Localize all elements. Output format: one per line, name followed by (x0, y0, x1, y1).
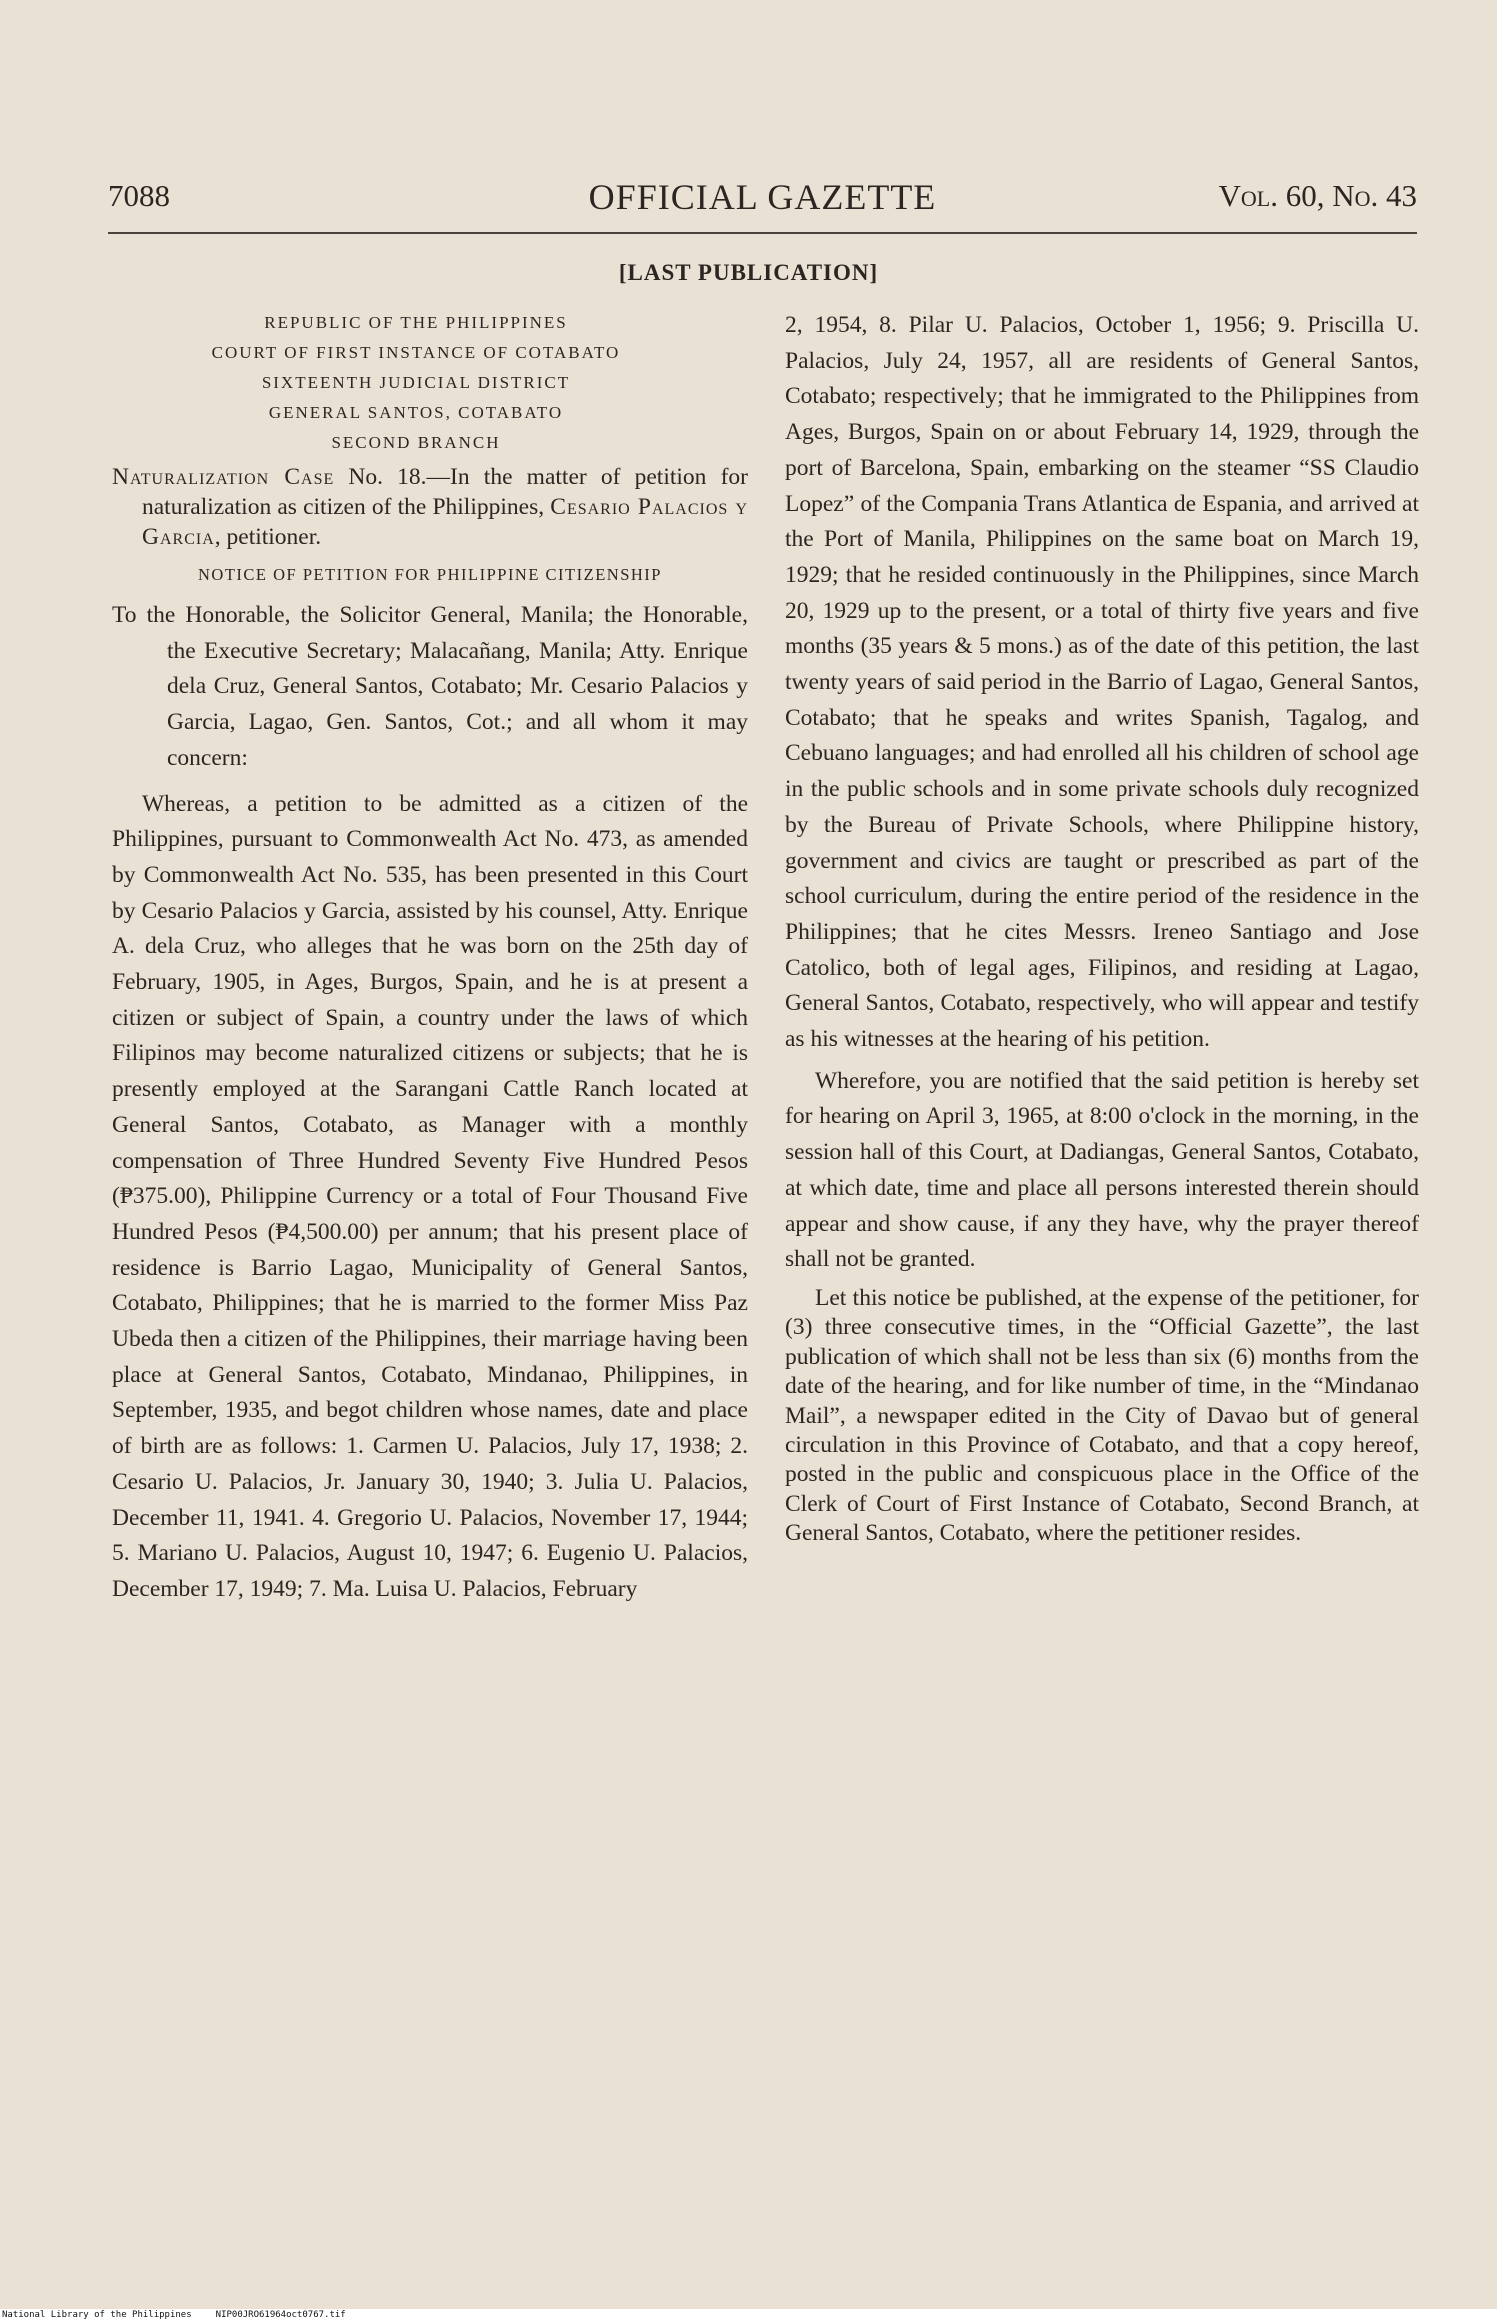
whereas-paragraph: Whereas, a petition to be admitted as a citizen of the Philippines, pursuant to Commonwealth Act No. 473, as amended by Commonwealth Act No. 535, has been presented in this Court by Cesario Palacios y Garcia, assisted by his counsel, Atty. Enrique A. dela Cruz, who alleges that he was born on the 25th day of February, 1905, in Ages, Burgos, Spain, and he is at present a citizen or subject of Spain, a country under the laws of which Filipinos may become naturalized citizens or subjects; that he is presently employed at the Sarangani Cattle Ranch located at General Santos, Cotabato, as Manager with a monthly compensation of Three Hundred Seventy Five Hundred Pesos (₱375.00), Philippine Currency or a total of Four Thousand Five Hundred Pesos (₱4,500.00) per annum; that his present place of residence is Barrio Lagao, Municipality of General Santos, Cotabato, Philippines; that he is married to the former Miss Paz Ubeda then a citizen of the Philippines, their marriage having been place at General Santos, Cotabato, Mindanao, Philippines, in September, 1935, and begot children whose names, date and place of birth are as follows: 1. Carmen U. Palacios, July 17, 1938; 2. Cesario U. Palacios, Jr. January 30, 1940; 3. Julia U. Palacios, December 11, 1941. 4. Gregorio U. Palacios, November 17, 1944; 5. Mariano U. Palacios, August 10, 1947; 6. Eugenio U. Palacios, December 17, 1949; 7. Ma. Luisa U. Palacios, February (112, 790, 748, 1602)
running-head (108, 170, 1417, 220)
wherefore-paragraph: Wherefore, you are notified that the said petition is hereby set for hearing on April 3, 1965, at 8:00 o'clock in the morning, in the session hall of this Court, at Dadiangas, General Santos, Cotabato, at which date, time and place all persons interested therein should appear and show cause, if any they have, why the prayer thereof shall not be granted. (785, 1067, 1419, 1273)
page-number: 7088 (108, 178, 170, 213)
library-credit: National Library of the Philippines (2, 2310, 192, 2320)
whereas-continued: 2, 1954, 8. Pilar U. Palacios, October 1, 1956; 9. Priscilla U. Palacios, July 24, 1957, all are residents of General Santos, Cotabato; respectively; that he immigrated to the Philippines from Ages, Burgos, Spain on or about February 14, 1929, through the port of Barcelona, Spain, embarking on the steamer “SS Claudio Lopez” of the Compania Trans Atlantica de Espania, and arrived at the Port of Manila, Philippines on the same boat on March 19, 1929; that he resided continuously in the Philippines, since March 20, 1929 up to the present, or a total of thirty five years and five months (35 years & 5 mons.) as of the date of this petition, the last twenty years of said period in the Barrio of Lagao, General Santos, Cotabato; that he speaks and writes Spanish, Tagalog, and Cebuano languages; and had enrolled all his children of school age in the public schools and in some private schools duly recognized by the Bureau of Private Schools, where Philippine history, government and civics are taught or prescribed as part of the school curriculum, during the entire period of the residence in the Philippines; that he cites Messrs. Ireneo Santiago and Jose Catolico, both of legal ages, Filipinos, and residing at Lagao, General Santos, Cotabato, respectively, who will appear and testify as his witnesses at the hearing of his petition. (785, 312, 1419, 1053)
publication-order-paragraph: Let this notice be published, at the expense of the petitioner, for (3) three consecutive times, in the “Official Gazette”, the last publication of which shall not be less than six (6) months from the date of the hearing, and for like number of time, in the “Mindanao Mail”, a newspaper edited in the City of Davao but of general circulation in this Province of Cotabato, and that a copy hereof, posted in the public and conspicuous place in the Office of the Clerk of Court of First Instance of Cotabato, Second Branch, at General Santos, Cotabato, where the petitioner resides. (785, 1284, 1419, 1547)
case-label: Naturalization Case (112, 464, 335, 490)
court-line: COURT OF FIRST INSTANCE OF COTABATO (211, 343, 621, 362)
court-line: GENERAL SANTOS, COTABATO (268, 403, 564, 422)
court-line: SECOND BRANCH (331, 433, 501, 452)
scan-footer (0, 2309, 1497, 2321)
court-heading (84, 308, 748, 458)
column-right (785, 308, 1419, 1555)
court-line: SIXTEENTH JUDICIAL DISTRICT (261, 373, 571, 392)
case-title (112, 462, 748, 552)
petitioner-name: Cesario Palacios y Garcia (142, 494, 748, 550)
header-rule (108, 232, 1417, 234)
notice-heading: NOTICE OF PETITION FOR PHILIPPINE CITIZENSHIP (198, 565, 662, 584)
court-line: REPUBLIC OF THE PHILIPPINES (264, 313, 568, 332)
volume-issue: Vol. 60, No. 43 (1218, 178, 1417, 213)
last-publication-label: [LAST PUBLICATION] (618, 260, 879, 285)
publication-title: OFFICIAL GAZETTE (588, 177, 937, 217)
case-text: No. 18.—In the matter of petition for naturalization as citizen of the Philippines, (142, 464, 748, 520)
case-end: , petitioner. (214, 524, 322, 550)
scan-filename: NIP00JRO61964oct0767.tif (215, 2310, 346, 2320)
column-left (112, 308, 748, 1614)
addressees: To the Honorable, the Solicitor General, Manila; the Honorable, the Executive Secretary; Malacañang, Manila; Atty. Enrique dela Cruz, General Santos, Cotabato; Mr. Cesario Palacios y Garcia, Lagao, Gen. Santos, Cot.; and all whom it may concern: (112, 602, 748, 771)
